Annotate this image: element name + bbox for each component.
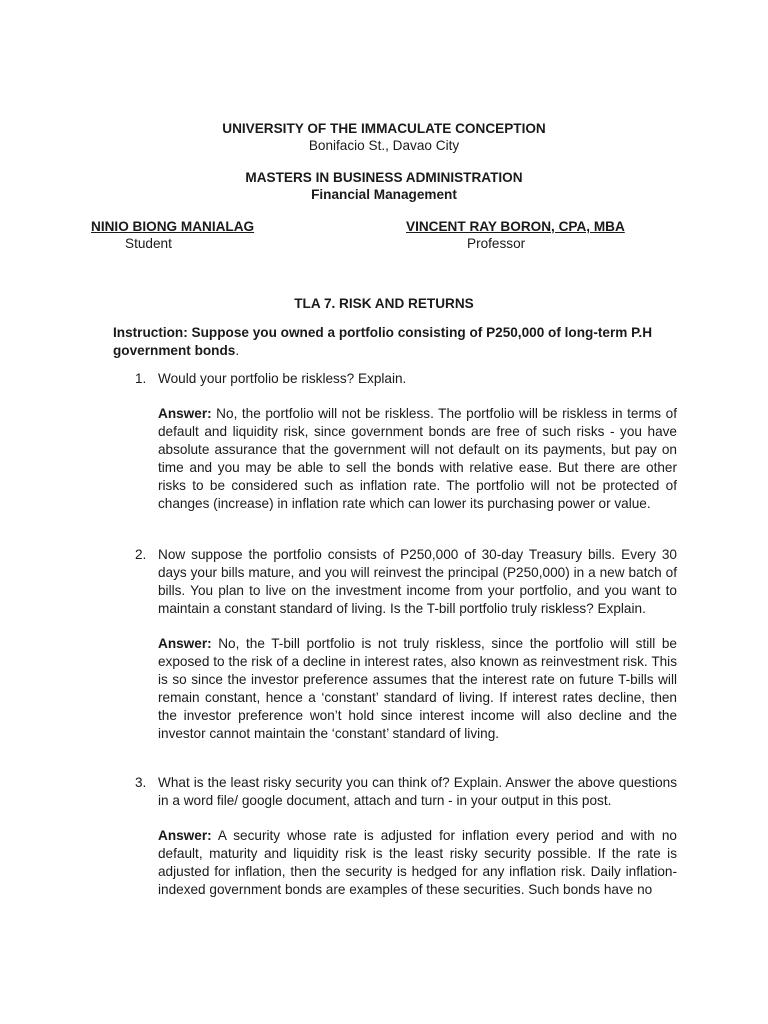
question-item-2 (113, 546, 677, 743)
question-item-3 (113, 774, 677, 899)
question-number: 3. (135, 775, 147, 790)
instruction-end: . (235, 343, 240, 358)
answer-paragraph (158, 827, 677, 899)
answer-paragraph (158, 405, 677, 513)
question-text: What is the least risky security you can think of? Explain. Answer the above questions in a word file/ google document, attach and turn - in your output in this post. (158, 775, 677, 808)
university-name: UNIVERSITY OF THE IMMACULATE CONCEPTION (222, 121, 546, 136)
instruction-text: Instruction: Suppose you owned a portfolio consisting of P250,000 of long-term P.H government bonds (113, 325, 653, 358)
answer-text: A security whose rate is adjusted for inflation every period and with no default, maturity and liquidity risk is the least risky security possible. If the rate is adjusted for inflation, then the security is hedged for any inflation risk. Daily inflation-indexed government bonds are examples of these securities. Such bonds have no (158, 828, 677, 897)
instruction-paragraph (113, 324, 693, 360)
program-name: MASTERS IN BUSINESS ADMINISTRATION (245, 170, 523, 185)
answer-label: Answer: (158, 406, 212, 421)
professor-role: Professor (467, 236, 526, 251)
answer-label: Answer: (158, 828, 212, 843)
question-number: 1. (135, 371, 147, 386)
student-name: NINIO BIONG MANIALAG (91, 219, 255, 234)
assignment-title: TLA 7. RISK AND RETURNS (294, 296, 474, 311)
course-name: Financial Management (311, 187, 457, 202)
question-text: Would your portfolio be riskless? Explain. (158, 371, 407, 386)
answer-text: No, the T-bill portfolio is not truly riskless, since the portfolio will still be exposed to the risk of a decline in interest rates, also known as reinvestment risk. This is so since the investor preference assumes that the interest rate on future T-bills will remain constant, hence a ‘constant’ standard of living. If interest rates decline, then the investor preference won’t hold since interest income will also decline and the investor cannot maintain the ‘constant’ standard of living. (158, 636, 677, 741)
university-address: Bonifacio St., Davao City (308, 138, 460, 153)
question-text: Now suppose the portfolio consists of P250,000 of 30-day Treasury bills. Every 30 days your bills mature, and you will reinvest the principal (P250,000) in a new batch of bills. You plan to live on the investment income from your portfolio, and you want to maintain a constant standard of living. Is the T-bill portfolio truly riskless? Explain. (158, 547, 677, 616)
answer-label: Answer: (158, 636, 212, 651)
professor-name: VINCENT RAY BORON, CPA, MBA (406, 219, 625, 234)
answer-text: No, the portfolio will not be riskless. The portfolio will be riskless in terms of default and liquidity risk, since government bonds are free of such risks - you have absolute assurance that the government will not default on its payments, but pay on time and you may be able to sell the bonds with relative ease. But there are other risks to be considered such as inflation rate. The portfolio will not be protected of changes (increase) in inflation rate which can lower its purchasing power or value. (158, 406, 677, 511)
question-item-1 (113, 370, 677, 513)
answer-paragraph (158, 635, 677, 743)
student-role: Student (125, 236, 172, 251)
question-number: 2. (135, 547, 147, 562)
